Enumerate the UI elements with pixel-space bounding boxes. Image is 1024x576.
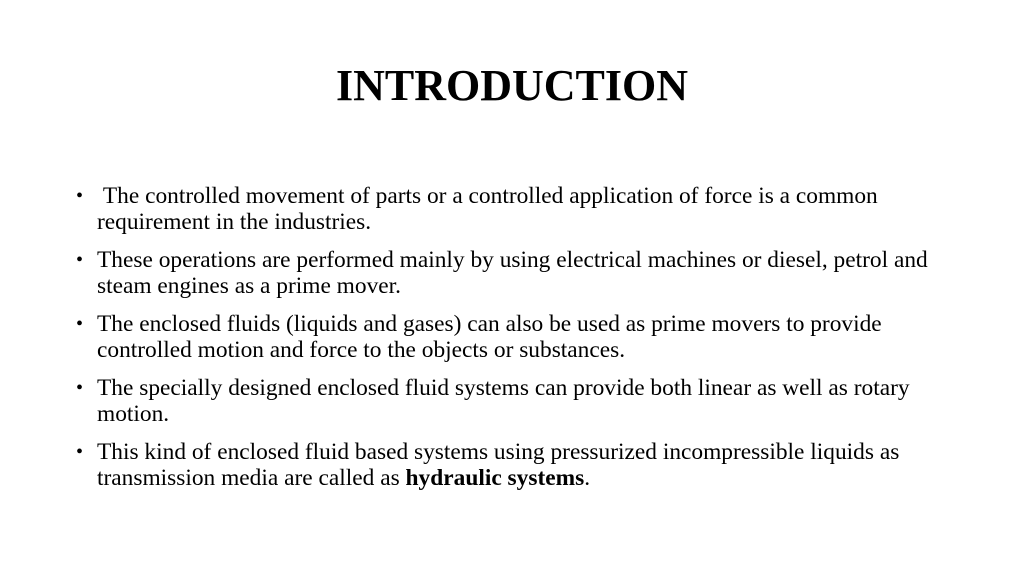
bullet-item — [76, 183, 956, 235]
bullet-text — [97, 439, 899, 491]
bullet-item — [76, 375, 956, 427]
bullet-text-after: . — [584, 465, 591, 491]
bullet-item — [76, 311, 956, 363]
bullet-text: These operations are performed mainly by using electrical machines or diesel, petrol and steam engines as a prime mover. — [97, 247, 928, 299]
bullet-marker: • — [76, 249, 84, 271]
bullet-text: The controlled movement of parts or a controlled application of force is a common requirement in the industries. — [97, 183, 884, 235]
bullet-marker: • — [76, 313, 84, 335]
bullet-text: The enclosed fluids (liquids and gases) can also be used as prime movers to provide controlled motion and force to the objects or substances. — [97, 311, 882, 363]
slide-title: INTRODUCTION — [335, 61, 689, 110]
bullet-item — [76, 439, 956, 491]
bullet-marker: • — [76, 377, 84, 399]
bullet-marker: • — [76, 185, 84, 207]
bullet-item — [76, 247, 956, 299]
bullet-marker: • — [76, 441, 84, 463]
bullet-text-before: This kind of enclosed fluid based systems using pressurized incompressible liquids as transmission media are called as — [97, 439, 900, 491]
bullet-list — [76, 183, 956, 503]
bold-term-hydraulic-systems: hydraulic systems — [405, 465, 585, 491]
bullet-text: The specially designed enclosed fluid systems can provide both linear as well as rotary motion. — [97, 375, 910, 427]
